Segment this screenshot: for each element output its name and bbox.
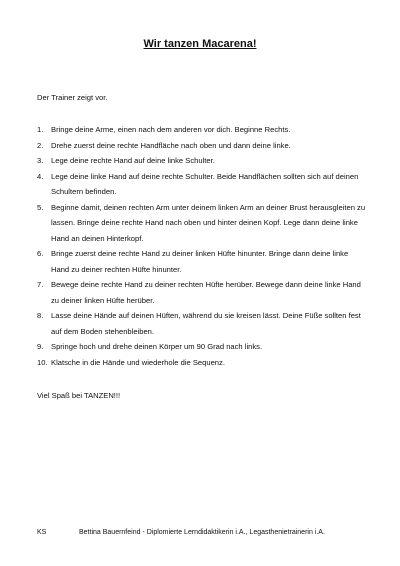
step-number: 6. bbox=[37, 249, 44, 258]
step-text: Springe hoch und drehe deinen Körper um 90 Grad nach links. bbox=[51, 342, 263, 351]
step-number: 7. bbox=[37, 280, 44, 289]
list-item bbox=[37, 138, 367, 154]
list-item bbox=[37, 308, 367, 339]
step-text: Drehe zuerst deine rechte Handfläche nach oben und dann deine linke. bbox=[51, 140, 291, 150]
step-text: Klatsche in die Hände und wiederhole die Sequenz. bbox=[51, 357, 225, 367]
step-number: 1. bbox=[37, 125, 44, 134]
list-item bbox=[37, 339, 367, 355]
list-item bbox=[37, 246, 367, 277]
steps-list bbox=[37, 122, 367, 370]
list-item bbox=[37, 122, 367, 138]
list-item bbox=[37, 200, 367, 247]
list-item bbox=[37, 153, 367, 169]
step-number: 9. bbox=[37, 342, 44, 351]
step-number: 10. bbox=[37, 357, 48, 367]
intro-text: Der Trainer zeigt vor. bbox=[37, 93, 108, 102]
step-number: 4. bbox=[37, 171, 44, 181]
step-text: Lasse deine Hände auf deinen Hüften, während du sie kreisen lässt. Deine Füße sollten fest auf dem Boden stehenbleiben. bbox=[51, 311, 361, 336]
step-text: Lege deine linke Hand auf deine rechte Schulter. Beide Handflächen sollten sich auf deinen Schultern befinden. bbox=[51, 171, 359, 196]
step-number: 3. bbox=[37, 156, 44, 165]
page-title: Wir tanzen Macarena! bbox=[143, 38, 257, 50]
step-number: 5. bbox=[37, 202, 44, 212]
footer-author: Bettina Bauernfeind - Diplomierte Lerndidaktikerin i.A., Legasthenietrainerin i.A. bbox=[79, 529, 325, 536]
step-number: 2. bbox=[37, 140, 44, 150]
list-item bbox=[37, 169, 367, 200]
step-number: 8. bbox=[37, 311, 44, 320]
step-text: Bewege deine rechte Hand zu deiner rechten Hüfte herüber. Bewege dann deine linke Hand zu deiner linken Hüfte herüber. bbox=[51, 280, 361, 305]
list-item bbox=[37, 355, 367, 371]
step-text: Beginne damit, deinen rechten Arm unter deinem linken Arm an deiner Brust herausgleiten zu lassen. Bringe deine rechte Hand nach oben und hinter deinen Kopf. Lege dann deine linke Hand an deinen Hinterkopf. bbox=[51, 202, 366, 243]
footer-initials: KS bbox=[37, 529, 47, 536]
step-text: Lege deine rechte Hand auf deine linke Schulter. bbox=[51, 156, 215, 165]
step-text: Bringe zuerst deine rechte Hand zu deiner linken Hüfte hinunter. Bringe dann deine linke Hand zu deiner rechten Hüfte hinunter. bbox=[51, 249, 349, 274]
closing-text: Viel Spaß bei TANZEN!!! bbox=[37, 391, 121, 400]
step-text: Bringe deine Arme, einen nach dem anderen vor dich. Beginne Rechts. bbox=[51, 125, 291, 134]
list-item bbox=[37, 277, 367, 308]
